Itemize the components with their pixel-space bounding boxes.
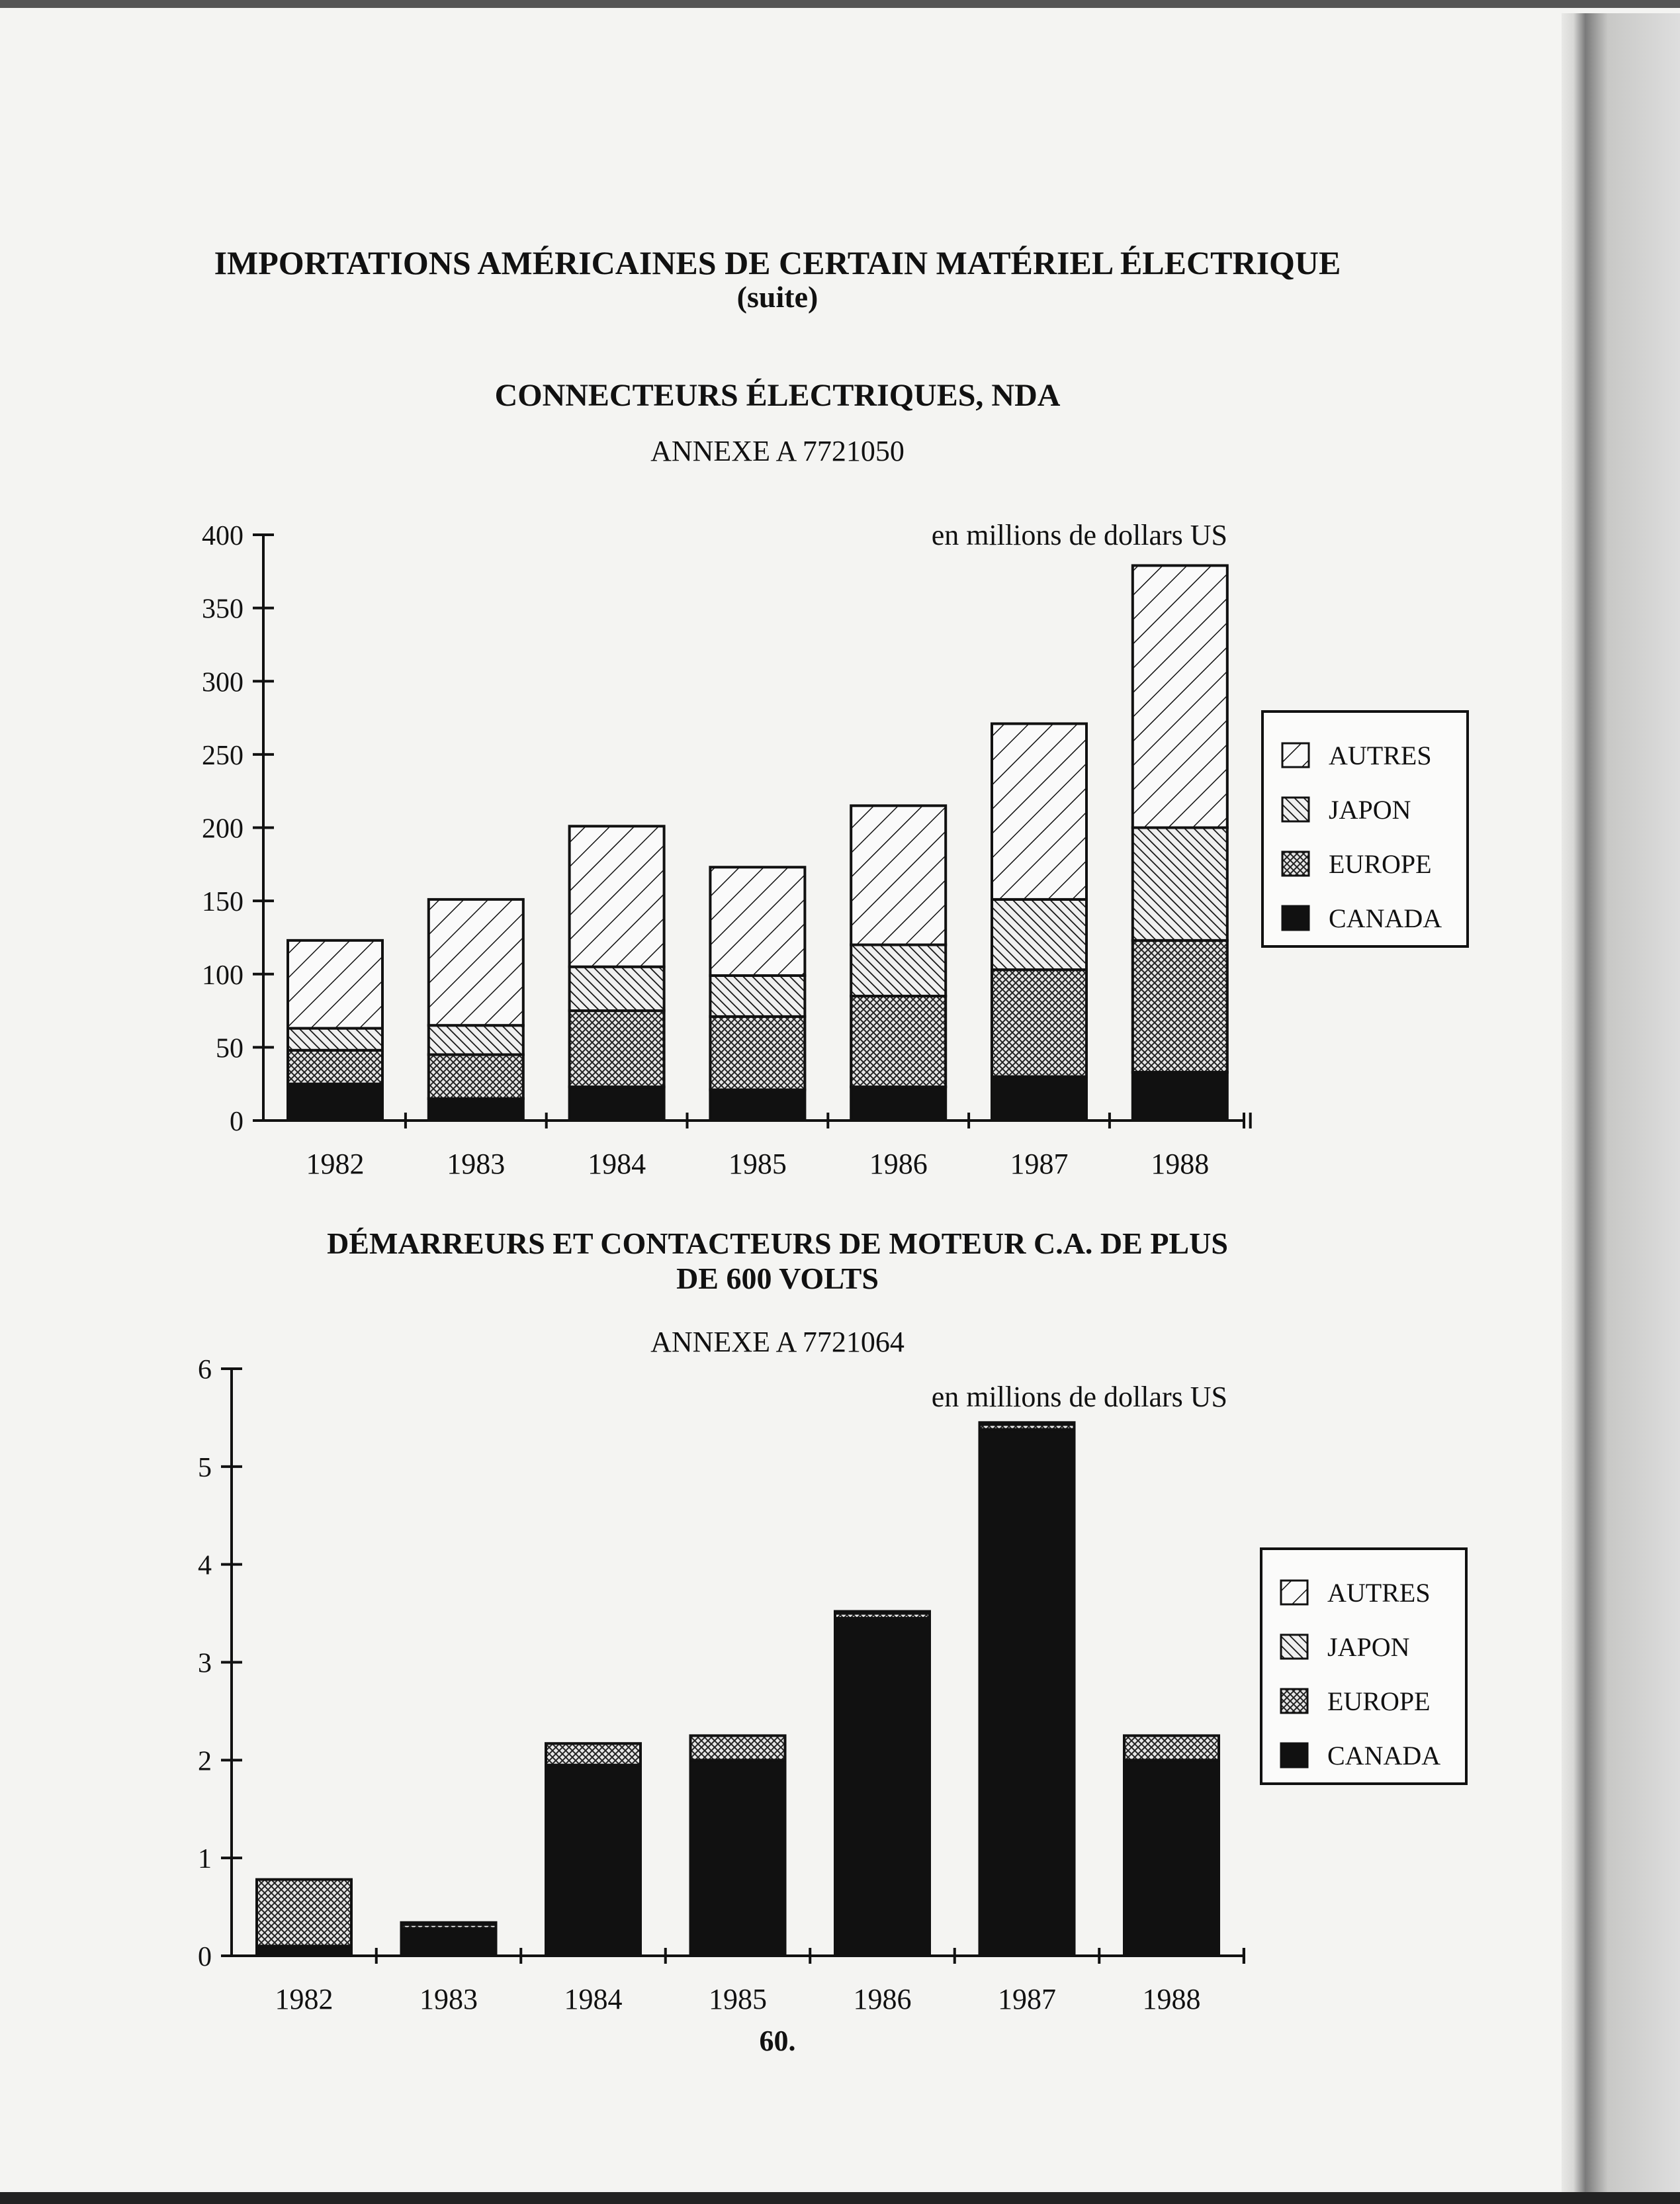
y-tick-label-200: 200 — [202, 813, 243, 845]
legend-label-europe: EUROPE — [1327, 1686, 1431, 1716]
y-tick-label-4: 4 — [198, 1550, 212, 1581]
chart-1-annex: ANNEXE A 7721050 — [650, 435, 905, 467]
bar-segment-japon-1985 — [710, 976, 805, 1017]
x-tick-label-1984: 1984 — [588, 1148, 646, 1180]
legend-swatch-europe — [1282, 852, 1309, 876]
bar-segment-autres-1988 — [1133, 565, 1227, 827]
bar-segment-autres-1986 — [835, 1612, 930, 1614]
unit-label: en millions de dollars US — [931, 1381, 1227, 1413]
bar-segment-europe-1983 — [429, 1054, 523, 1098]
bar-segment-canada-1984 — [570, 1087, 664, 1121]
bar-segment-canada-1985 — [710, 1090, 805, 1121]
bar-segment-canada-1988 — [1133, 1072, 1227, 1121]
legend-swatch-japon — [1282, 798, 1309, 821]
x-tick-label-1983: 1983 — [420, 1983, 478, 2015]
y-tick-label-350: 350 — [202, 594, 243, 625]
x-tick-label-1986: 1986 — [853, 1983, 912, 2015]
bar-segment-autres-1987 — [980, 1422, 1075, 1424]
bar-segment-autres-1983 — [429, 899, 523, 1025]
bar-segment-canada-1982 — [288, 1084, 382, 1121]
bar-segment-europe-1982 — [257, 1880, 351, 1947]
bar-segment-japon-1984 — [570, 967, 664, 1011]
bar-segment-canada-1984 — [546, 1765, 641, 1956]
bar-segment-autres-1982 — [288, 941, 382, 1029]
bar-segment-europe-1986 — [851, 996, 946, 1087]
bar-segment-canada-1983 — [402, 1929, 496, 1956]
legend-swatch-canada — [1282, 906, 1309, 930]
legend-swatch-japon — [1281, 1635, 1307, 1659]
bar-segment-canada-1987 — [980, 1430, 1075, 1956]
y-tick-label-50: 50 — [216, 1033, 243, 1064]
bar-segment-canada-1988 — [1124, 1760, 1219, 1956]
bar-segment-europe-1984 — [546, 1743, 641, 1765]
legend-label-canada: CANADA — [1329, 903, 1442, 933]
bar-segment-canada-1982 — [257, 1946, 351, 1956]
bar-segment-europe-1985 — [710, 1017, 805, 1090]
y-tick-label-0: 0 — [230, 1107, 243, 1137]
bar-segment-canada-1987 — [992, 1077, 1086, 1121]
chart-1 — [202, 519, 1468, 1180]
y-tick-label-100: 100 — [202, 960, 243, 991]
x-tick-label-1985: 1985 — [709, 1983, 767, 2015]
legend — [1262, 712, 1468, 946]
y-tick-label-5: 5 — [198, 1452, 212, 1483]
x-tick-label-1984: 1984 — [564, 1983, 623, 2015]
chart-1-title: CONNECTEURS ÉLECTRIQUES, NDA — [494, 378, 1061, 413]
bar-segment-autres-1983 — [402, 1923, 496, 1925]
bar-segment-japon-1982 — [288, 1029, 382, 1050]
bar-segment-europe-1982 — [288, 1050, 382, 1084]
main-subtitle: (suite) — [736, 280, 818, 314]
y-tick-label-150: 150 — [202, 887, 243, 918]
bar-segment-japon-1986 — [851, 945, 946, 996]
bar-segment-europe-1988 — [1133, 941, 1227, 1072]
bar-segment-canada-1985 — [691, 1760, 785, 1956]
y-tick-label-400: 400 — [202, 521, 243, 551]
bar-segment-canada-1986 — [851, 1087, 946, 1121]
legend-label-autres: AUTRES — [1327, 1578, 1431, 1608]
legend-swatch-canada — [1281, 1743, 1307, 1767]
legend-label-autres: AUTRES — [1329, 741, 1432, 770]
bar-segment-japon-1987 — [992, 899, 1086, 970]
x-tick-label-1982: 1982 — [306, 1148, 365, 1180]
x-tick-label-1987: 1987 — [1010, 1148, 1069, 1180]
x-tick-label-1988: 1988 — [1151, 1148, 1210, 1180]
x-tick-label-1987: 1987 — [998, 1983, 1056, 2015]
bar-segment-europe-1984 — [570, 1011, 664, 1087]
y-tick-label-250: 250 — [202, 740, 243, 771]
bar-segment-autres-1987 — [992, 723, 1086, 899]
legend-label-canada: CANADA — [1327, 1741, 1441, 1770]
bar-segment-europe-1987 — [992, 970, 1086, 1077]
y-tick-label-2: 2 — [198, 1746, 212, 1777]
x-tick-label-1982: 1982 — [275, 1983, 333, 2015]
chart-2-title-line-2: DE 600 VOLTS — [676, 1262, 879, 1295]
bar-segment-europe-1988 — [1124, 1735, 1219, 1760]
bar-segment-canada-1983 — [429, 1099, 523, 1121]
legend-label-japon: JAPON — [1329, 795, 1411, 825]
legend-label-japon: JAPON — [1327, 1632, 1410, 1662]
chart-2 — [198, 1355, 1466, 2015]
legend-swatch-europe — [1281, 1689, 1307, 1713]
bar-segment-canada-1986 — [835, 1618, 930, 1956]
chart-2-annex: ANNEXE A 7721064 — [650, 1326, 905, 1358]
main-title: IMPORTATIONS AMÉRICAINES DE CERTAIN MATÉRIEL ÉLECTRIQUE — [214, 244, 1341, 281]
legend — [1261, 1549, 1466, 1784]
legend-swatch-autres — [1281, 1581, 1307, 1604]
bar-segment-japon-1983 — [429, 1025, 523, 1054]
page-number: 60. — [759, 2025, 796, 2057]
bar-segment-europe-1985 — [691, 1735, 785, 1760]
x-tick-label-1985: 1985 — [728, 1148, 787, 1180]
x-tick-label-1988: 1988 — [1142, 1983, 1201, 2015]
x-tick-label-1986: 1986 — [869, 1148, 928, 1180]
bar-segment-japon-1988 — [1133, 828, 1227, 941]
unit-label: en millions de dollars US — [931, 519, 1227, 551]
y-tick-label-300: 300 — [202, 667, 243, 698]
y-tick-label-0: 0 — [198, 1942, 212, 1972]
bar-segment-autres-1986 — [851, 805, 946, 944]
chart-2-title-line-1: DÉMARREURS ET CONTACTEURS DE MOTEUR C.A. DE PLUS — [327, 1226, 1228, 1260]
bar-segment-autres-1984 — [570, 826, 664, 966]
y-tick-label-1: 1 — [198, 1844, 212, 1875]
legend-swatch-autres — [1282, 743, 1309, 767]
y-tick-label-3: 3 — [198, 1648, 212, 1679]
x-tick-label-1983: 1983 — [447, 1148, 506, 1180]
bar-segment-autres-1985 — [710, 867, 805, 976]
legend-label-europe: EUROPE — [1329, 849, 1432, 879]
y-tick-label-6: 6 — [198, 1355, 212, 1385]
